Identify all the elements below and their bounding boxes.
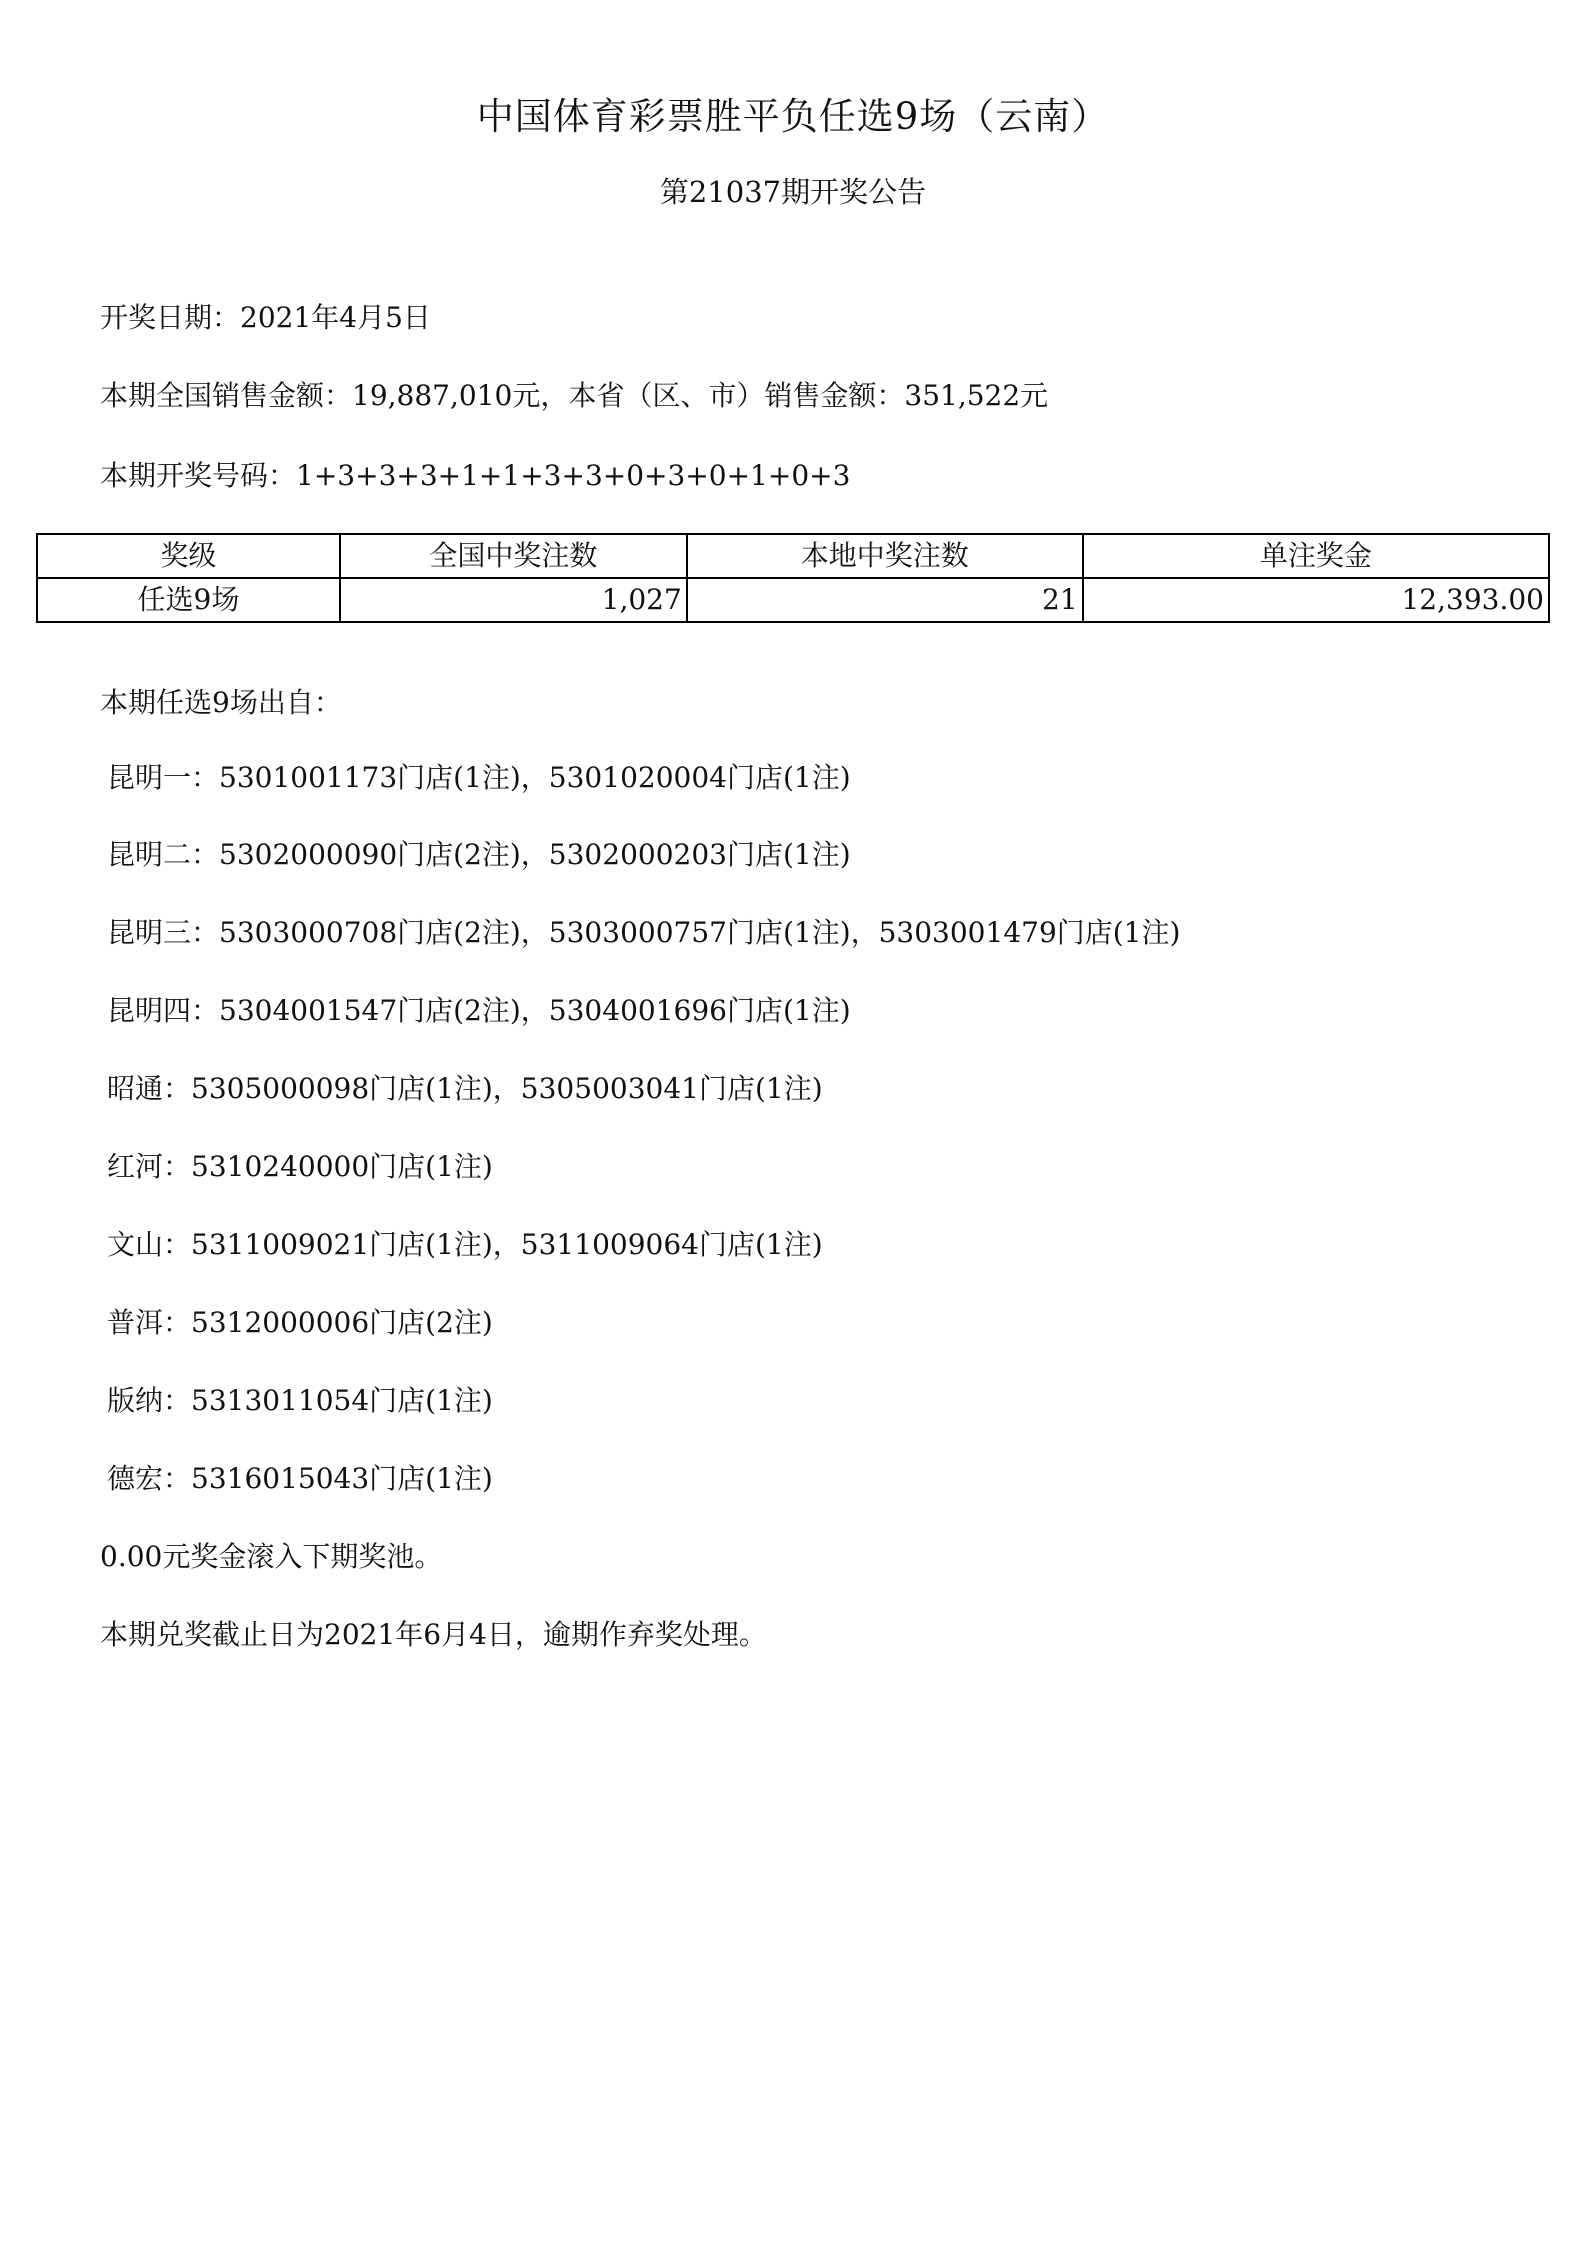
- winner-line-zhaotong: 昭通：5305000098门店(1注)，5305003041门店(1注): [107, 1072, 823, 1105]
- table-row: [37, 578, 1549, 622]
- draw-date-value: 2021年4月5日: [240, 301, 431, 334]
- winner-line-kunming2: 昆明二：5302000090门店(2注)，5302000203门店(1注): [107, 838, 851, 871]
- winner-line-kunming1: 昆明一：5301001173门店(1注)，5301020004门店(1注): [107, 761, 851, 794]
- sales-national-label: 本期全国销售金额：: [100, 379, 353, 412]
- winners-intro: 本期任选9场出自：: [100, 686, 342, 719]
- cell-prize-level: 任选9场: [37, 578, 340, 622]
- issue-subtitle: 第21037期开奖公告: [659, 175, 927, 209]
- winner-line-wenshan: 文山：5311009021门店(1注)，5311009064门店(1注): [107, 1228, 823, 1261]
- header-prize-amount: 单注奖金: [1083, 534, 1549, 578]
- winner-line-kunming4: 昆明四：5304001547门店(2注)，5304001696门店(1注): [107, 994, 851, 1027]
- claim-deadline-note: 本期兑奖截止日为2021年6月4日，逾期作弃奖处理。: [100, 1618, 767, 1651]
- winner-line-honghe: 红河：5310240000门店(1注): [107, 1150, 493, 1183]
- winner-line-puer: 普洱：5312000006门店(2注): [107, 1306, 493, 1339]
- sales-line: [100, 376, 1048, 416]
- winner-line-dehong: 德宏：5316015043门店(1注): [107, 1462, 493, 1495]
- header-prize-level: 奖级: [37, 534, 340, 578]
- cell-prize-amount: 12,393.00: [1083, 578, 1549, 622]
- sales-local-label: 本省（区、市）销售金额：: [568, 379, 905, 412]
- winning-numbers-label: 本期开奖号码：: [100, 459, 297, 492]
- prize-table-header-row: [37, 534, 1549, 578]
- winner-line-banna: 版纳：5313011054门店(1注): [107, 1384, 493, 1417]
- cell-national-winners: 1,027: [340, 578, 687, 622]
- sales-separator: ，: [540, 379, 569, 412]
- winner-line-kunming3: 昆明三：5303000708门店(2注)，5303000757门店(1注)，5303001479门店(1注): [107, 916, 1181, 949]
- winning-numbers-value: 1+3+3+3+1+1+3+3+0+3+0+1+0+3: [296, 459, 851, 492]
- rollover-note: 0.00元奖金滚入下期奖池。: [100, 1540, 443, 1573]
- draw-date-label: 开奖日期：: [100, 301, 241, 334]
- header-national-winners: 全国中奖注数: [340, 534, 687, 578]
- prize-table: [36, 533, 1550, 623]
- sales-national-value: 19,887,010元: [352, 379, 541, 412]
- page-title: 中国体育彩票胜平负任选9场（云南）: [476, 95, 1110, 138]
- winning-numbers-line: [100, 456, 850, 496]
- header-local-winners: 本地中奖注数: [687, 534, 1083, 578]
- cell-local-winners: 21: [687, 578, 1083, 622]
- draw-date-line: [100, 298, 431, 338]
- sales-local-value: 351,522元: [904, 379, 1049, 412]
